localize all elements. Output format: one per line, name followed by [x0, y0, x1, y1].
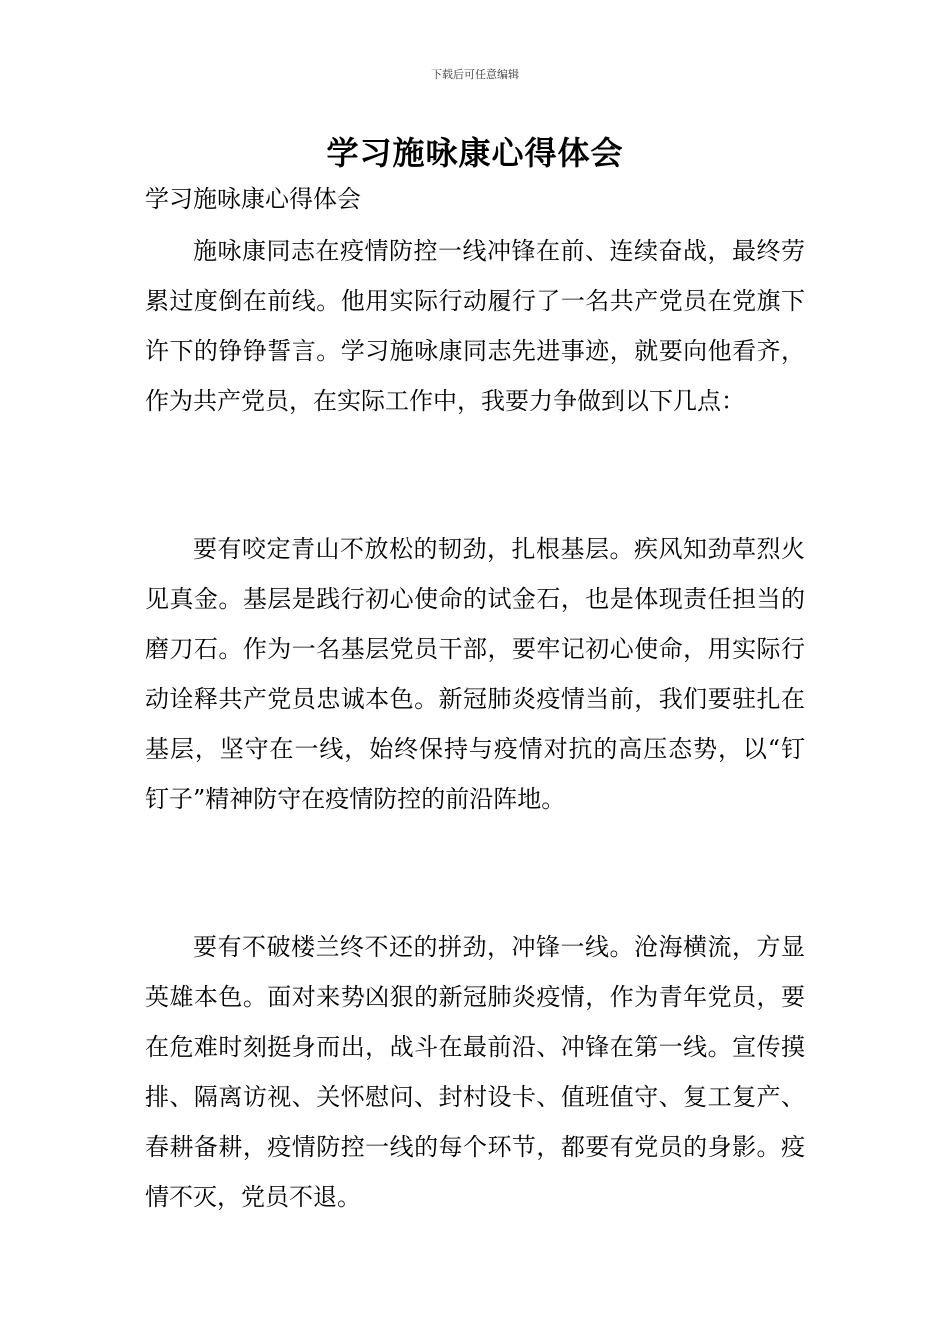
- header-note: 下载后可任意编辑: [431, 68, 519, 81]
- document-subtitle: 学习施咏康心得体会: [145, 185, 361, 213]
- paragraph-1: 施咏康同志在疫情防控一线冲锋在前、连续奋战，最终劳累过度倒在前线。他用实际行动履行了一名共产党员在党旗下许下的铮铮誓言。学习施咏康同志先进事迹，就要向他看齐，作为共产党员，在实际工作中，我要力争做到以下几点：: [145, 237, 805, 415]
- paragraph-3: 要有不破楼兰终不还的拼劲，冲锋一线。沧海横流，方显英雄本色。面对来势凶狠的新冠肺炎疫情，作为青年党员，要在危难时刻挺身而出，战斗在最前沿、冲锋在第一线。宣传摸排、隔离访视、关怀慰问、封村设卡、值班值守、复工复产、春耕备耕，疫情防控一线的每个环节，都要有党员的身影。疫情不灭，党员不退。: [145, 933, 805, 1211]
- paragraph-2: 要有咬定青山不放松的韧劲，扎根基层。疾风知劲草烈火见真金。基层是践行初心使命的试金石，也是体现责任担当的磨刀石。作为一名基层党员干部，要牢记初心使命，用实际行动诠释共产党员忠诚本色。新冠肺炎疫情当前，我们要驻扎在基层，坚守在一线，始终保持与疫情对抗的高压态势，以“钉钉子”精神防守在疫情防控的前沿阵地。: [145, 535, 805, 813]
- document-title: 学习施咏康心得体会: [326, 134, 624, 172]
